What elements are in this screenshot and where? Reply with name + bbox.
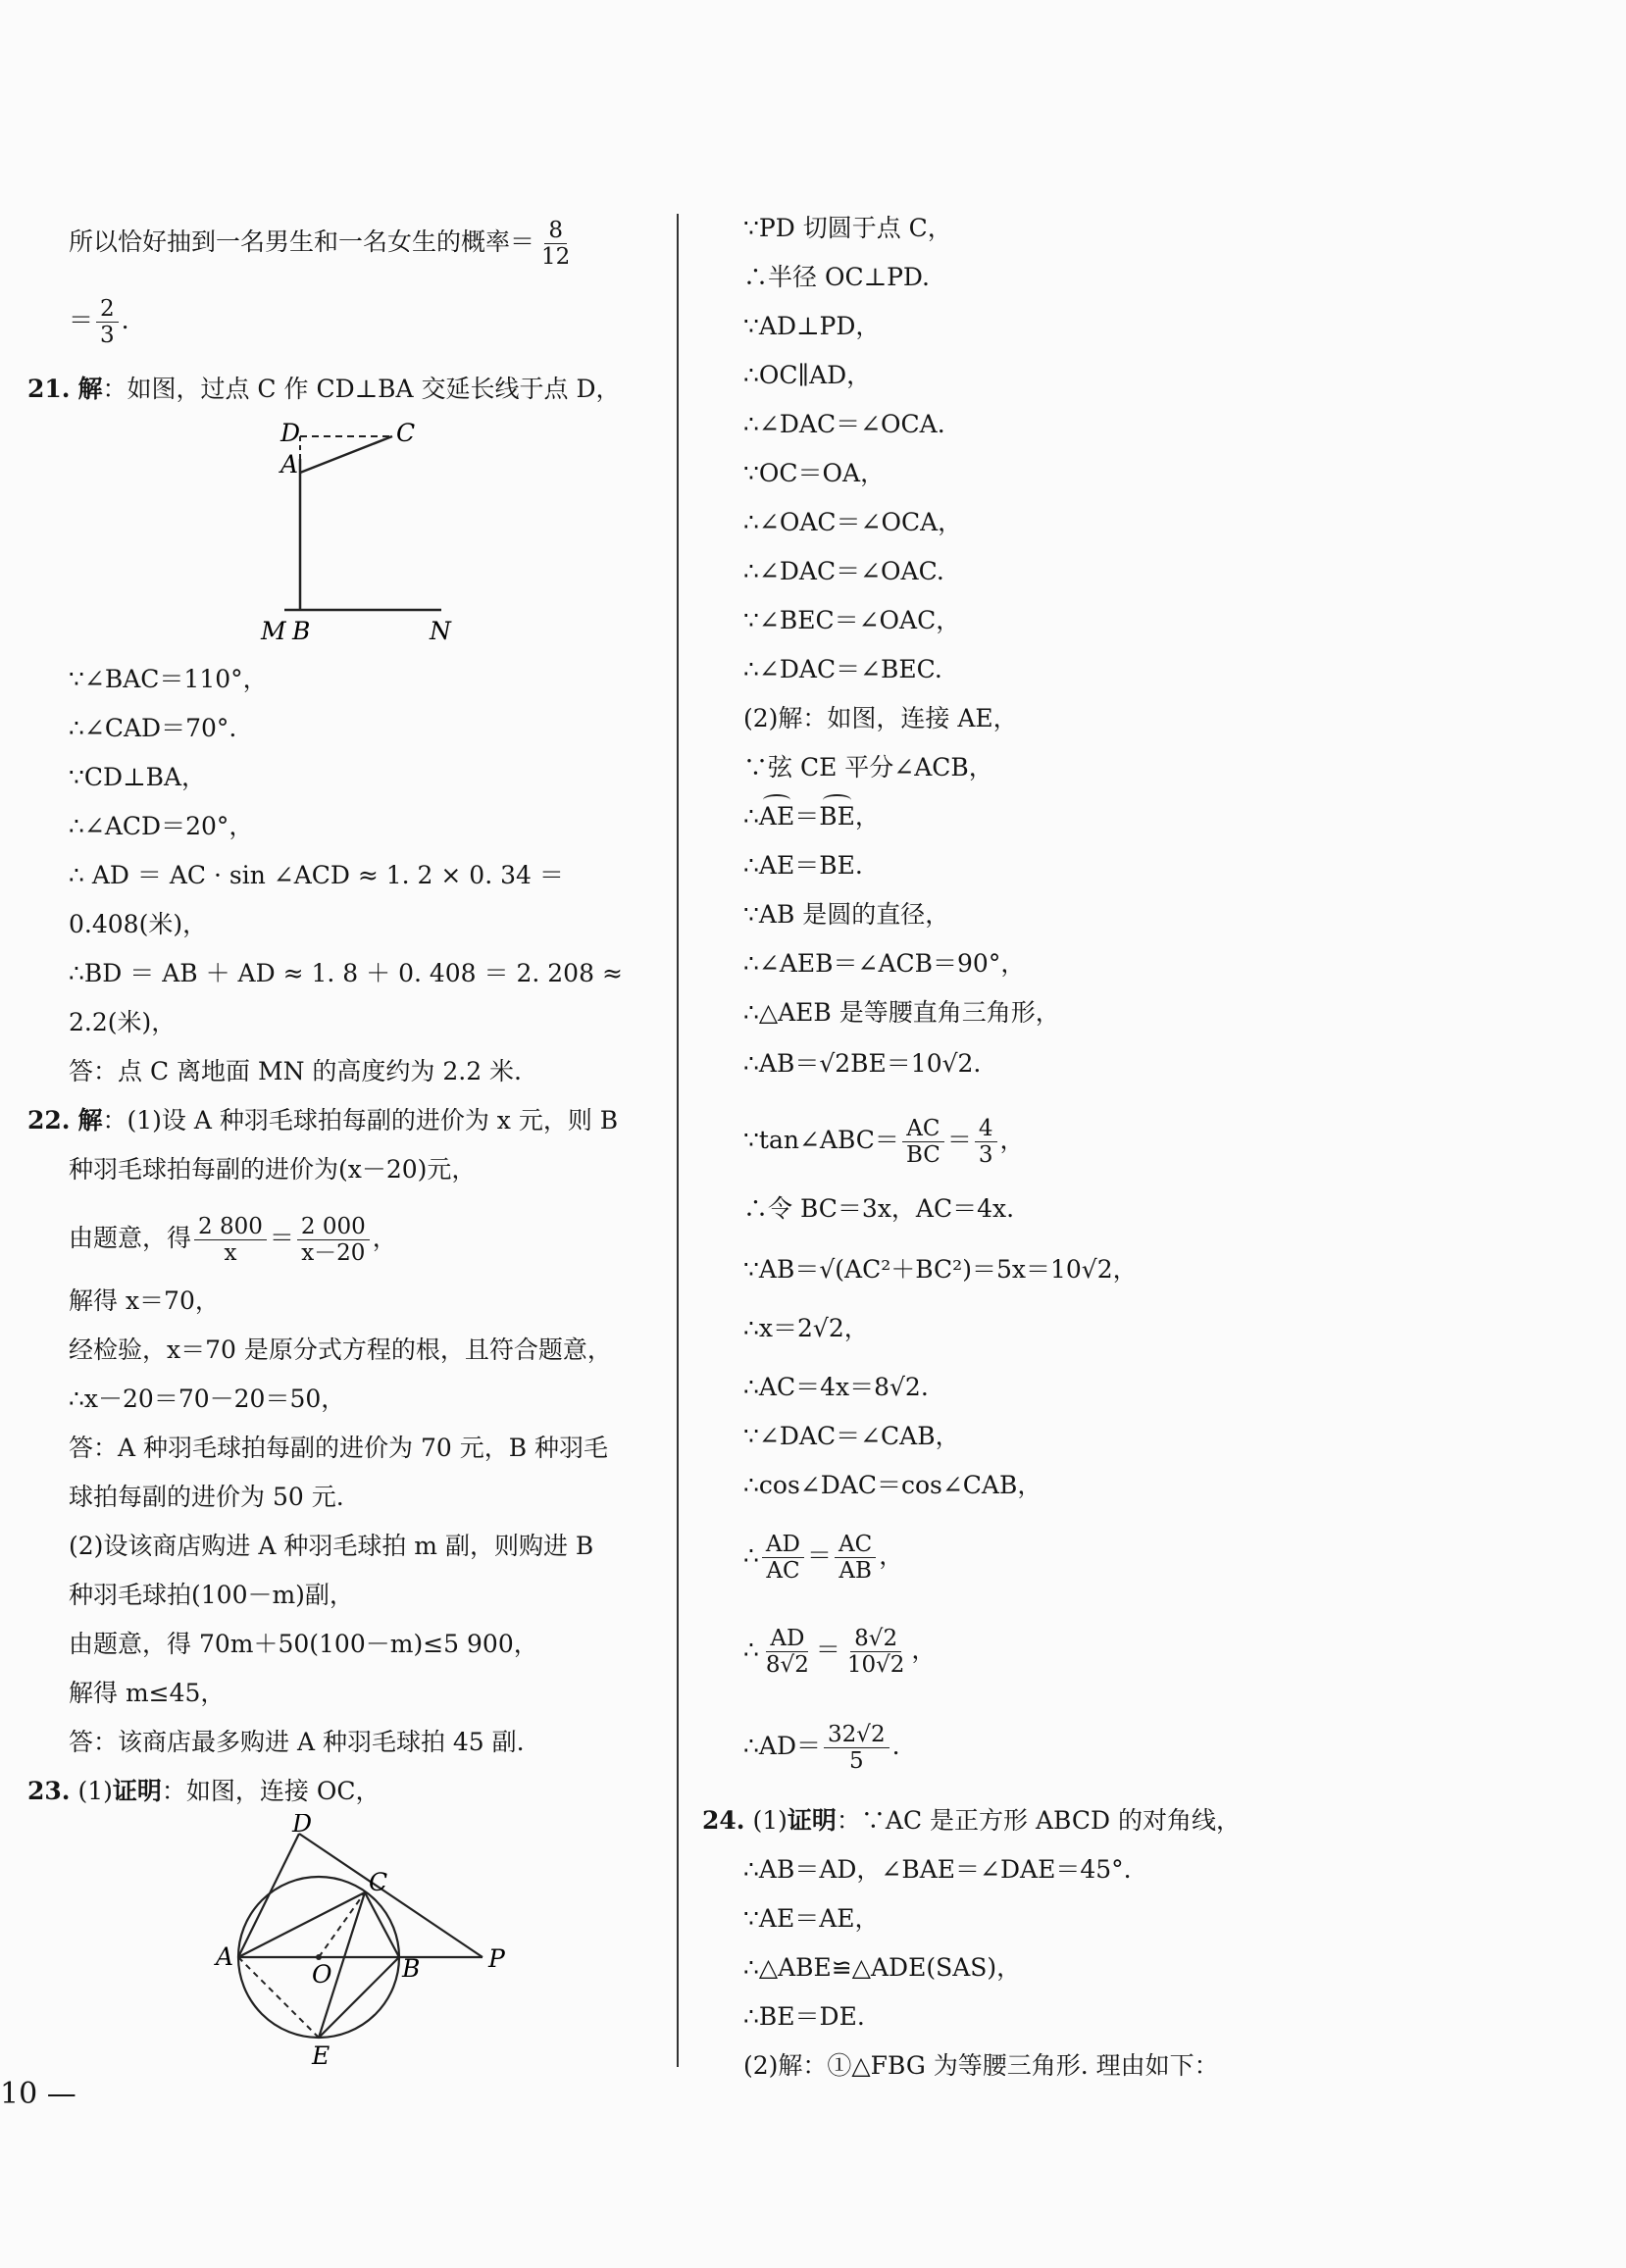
- line: ∵弦 CE 平分∠ACB，: [743, 753, 993, 781]
- line: ∵OC＝OA，: [743, 459, 886, 487]
- chord-ac: [238, 1892, 365, 1957]
- line: ∴cos∠DAC＝cos∠CAB，: [743, 1471, 1042, 1499]
- line: 经检验，x＝70 是原分式方程的根，且符合题意，: [69, 1336, 612, 1364]
- label-o: O: [312, 1960, 332, 1989]
- line: 由题意，得 70m＋50(100－m)≤5 900，: [69, 1630, 538, 1658]
- line: ∴△AEB 是等腰直角三角形，: [743, 998, 1060, 1027]
- line: 种羽毛球拍(100－m)副，: [69, 1581, 354, 1609]
- line: ∴OC∥AD，: [743, 361, 872, 389]
- line: ∵AE＝AE，: [743, 1904, 880, 1933]
- line: ∴∠OAC＝∠OCA，: [743, 508, 963, 536]
- question-24-header: 24. (1)证明：∵AC 是正方形 ABCD 的对角线，: [702, 1806, 1241, 1835]
- label-d: D: [280, 419, 301, 447]
- line: ∴△ABE≌△ADE(SAS)，: [743, 1953, 1022, 1982]
- chord-cb: [365, 1892, 399, 1957]
- question-22-header: 22. 解：(1)设 A 种羽毛球拍每副的进价为 x 元，则 B: [27, 1106, 619, 1134]
- line: ∵CD⊥BA，: [69, 763, 207, 791]
- ratio-line: ∴ $\frac{AD}{AC}$ ＝ $\frac{AC}{AB}$ ，: [743, 1532, 904, 1584]
- arc-be: BE: [819, 800, 855, 833]
- figure-21: [245, 412, 471, 652]
- fraction-2000-x20: $\frac{2 000}{x-20}$: [297, 1214, 370, 1266]
- line: 0.408(米)，: [69, 910, 208, 938]
- segment-ac: [300, 436, 392, 473]
- line: ∵AD⊥PD，: [743, 312, 881, 340]
- label-e: E: [312, 2041, 330, 2069]
- answer-21: 答：点 C 离地面 MN 的高度约为 2.2 米.: [69, 1057, 522, 1085]
- fraction-2800-x: $\frac{2 800}{x}$: [194, 1214, 267, 1266]
- label-d: D: [292, 1814, 313, 1838]
- line: ∴∠ACD＝20°，: [69, 812, 254, 840]
- fraction-ac-ab: $\frac{AC}{AB}$: [835, 1532, 876, 1584]
- line: ∴AB＝AD，∠BAE＝∠DAE＝45°.: [743, 1855, 1132, 1884]
- arc-ae: AE: [759, 800, 794, 833]
- line: ∵∠BAC＝110°，: [69, 665, 268, 693]
- fraction-8-12: $\frac{8}{12}$: [541, 218, 571, 270]
- dashed-ae: [238, 1957, 319, 2038]
- figure-23: [206, 1814, 520, 2069]
- line: ∴AB＝√2BE＝10√2.: [743, 1049, 982, 1078]
- tan-line: ∵tan∠ABC＝ $\frac{AC}{BC}$ ＝ $\frac{4}{3}$ ，: [743, 1116, 1025, 1168]
- probability-line: 所以恰好抽到一名男生和一名女生的概率＝ $\frac{8}{12}$: [69, 218, 577, 270]
- fraction-ad-ac: $\frac{AD}{AC}$: [762, 1532, 804, 1584]
- ad-result-line: ∴AD＝ $\frac{32√2}{5}$ .: [743, 1722, 900, 1774]
- label-a: A: [280, 450, 299, 479]
- line: ∵PD 切圆于点 C，: [743, 214, 952, 242]
- line: 2.2(米)，: [69, 1008, 177, 1036]
- label-p: P: [488, 1944, 505, 1973]
- line: ∴AC＝4x＝8√2.: [743, 1373, 929, 1401]
- label-b: B: [402, 1954, 421, 1983]
- label-a: A: [216, 1942, 234, 1971]
- answer-22: 答：该商店最多购进 A 种羽毛球拍 45 副.: [69, 1728, 525, 1756]
- line: ∴ AD ＝ AC · sin ∠ACD ≈ 1. 2 × 0. 34 ＝: [69, 861, 564, 889]
- dashed-oc: [319, 1892, 365, 1957]
- line: ∴∠CAD＝70°.: [69, 714, 237, 742]
- line: ∵∠DAC＝∠CAB，: [743, 1422, 960, 1450]
- fraction-32r2-5: $\frac{32√2}{5}$: [824, 1722, 889, 1774]
- line: 解得 m≤45，: [69, 1679, 226, 1707]
- line: ∴令 BC＝3x，AC＝4x.: [743, 1194, 1015, 1223]
- line: ∴x－20＝70－20＝50，: [69, 1385, 346, 1413]
- label-c: C: [396, 419, 416, 447]
- line: ∵∠BEC＝∠OAC，: [743, 606, 961, 634]
- fraction-4-3: $\frac{4}{3}$: [975, 1116, 997, 1168]
- page-number: 10 —: [0, 2077, 76, 2111]
- line: ∴半径 OC⊥PD.: [743, 263, 931, 291]
- line: ∴∠DAC＝∠OCA.: [743, 410, 945, 438]
- question-21-header: 21. 解：如图，过点 C 作 CD⊥BA 交延长线于点 D，: [27, 375, 621, 403]
- line: ∴BE＝DE.: [743, 2002, 865, 2031]
- line: ∵AB 是圆的直径，: [743, 900, 950, 929]
- label-m: M: [261, 617, 286, 645]
- fraction-8r2-10r2: $\frac{8√2}{10√2}$: [846, 1626, 905, 1678]
- fraction-ad-8r2: $\frac{AD}{8√2}$: [765, 1626, 809, 1678]
- line: ∴∠DAC＝∠BEC.: [743, 655, 942, 683]
- line: ∴AE＝BE.: [743, 851, 863, 880]
- label-n: N: [430, 617, 451, 645]
- line: 解得 x＝70，: [69, 1286, 220, 1315]
- tangent-dp: [299, 1834, 483, 1957]
- line: (2)解：①△FBG 为等腰三角形. 理由如下：: [743, 2051, 1219, 2080]
- line: ∴x＝2√2，: [743, 1314, 869, 1342]
- line: ∵AB＝√(AC²＋BC²)＝5x＝10√2，: [743, 1255, 1138, 1284]
- segment-da: [238, 1834, 299, 1957]
- line: 种羽毛球拍每副的进价为(x－20)元，: [69, 1155, 477, 1184]
- line: ∴∠AEB＝∠ACB＝90°，: [743, 949, 1026, 978]
- column-divider: [677, 214, 679, 2067]
- line: (2)设该商店购进 A 种羽毛球拍 m 副，则购进 B: [69, 1532, 594, 1560]
- arc-equality-line: ∴ AE＝ BE，: [743, 800, 880, 833]
- line: ∴BD ＝ AB ＋ AD ≈ 1. 8 ＋ 0. 408 ＝ 2. 208 ≈: [69, 959, 623, 987]
- fraction-2-3: $\frac{2}{3}$: [96, 296, 119, 348]
- equation-22: 由题意，得 $\frac{2 800}{x}$ ＝ $\frac{2 000}{x-20}$ ，: [69, 1214, 397, 1266]
- ratio-values-line: ∴ $\frac{AD}{8√2}$ ＝ $\frac{8√2}{10√2}$ ，: [743, 1626, 937, 1678]
- probability-result: ＝ $\frac{2}{3}$ .: [69, 296, 129, 348]
- line: (2)解：如图，连接 AE，: [743, 704, 1018, 732]
- label-b: B: [292, 617, 311, 645]
- line: ∴∠DAC＝∠OAC.: [743, 557, 944, 585]
- label-c: C: [369, 1868, 388, 1896]
- line: 球拍每副的进价为 50 元.: [69, 1483, 344, 1511]
- line: 答：A 种羽毛球拍每副的进价为 70 元，B 种羽毛: [69, 1434, 609, 1462]
- fraction-ac-bc: $\frac{AC}{BC}$: [902, 1116, 944, 1168]
- question-23-header: 23. (1)证明：如图，连接 OC，: [27, 1777, 381, 1805]
